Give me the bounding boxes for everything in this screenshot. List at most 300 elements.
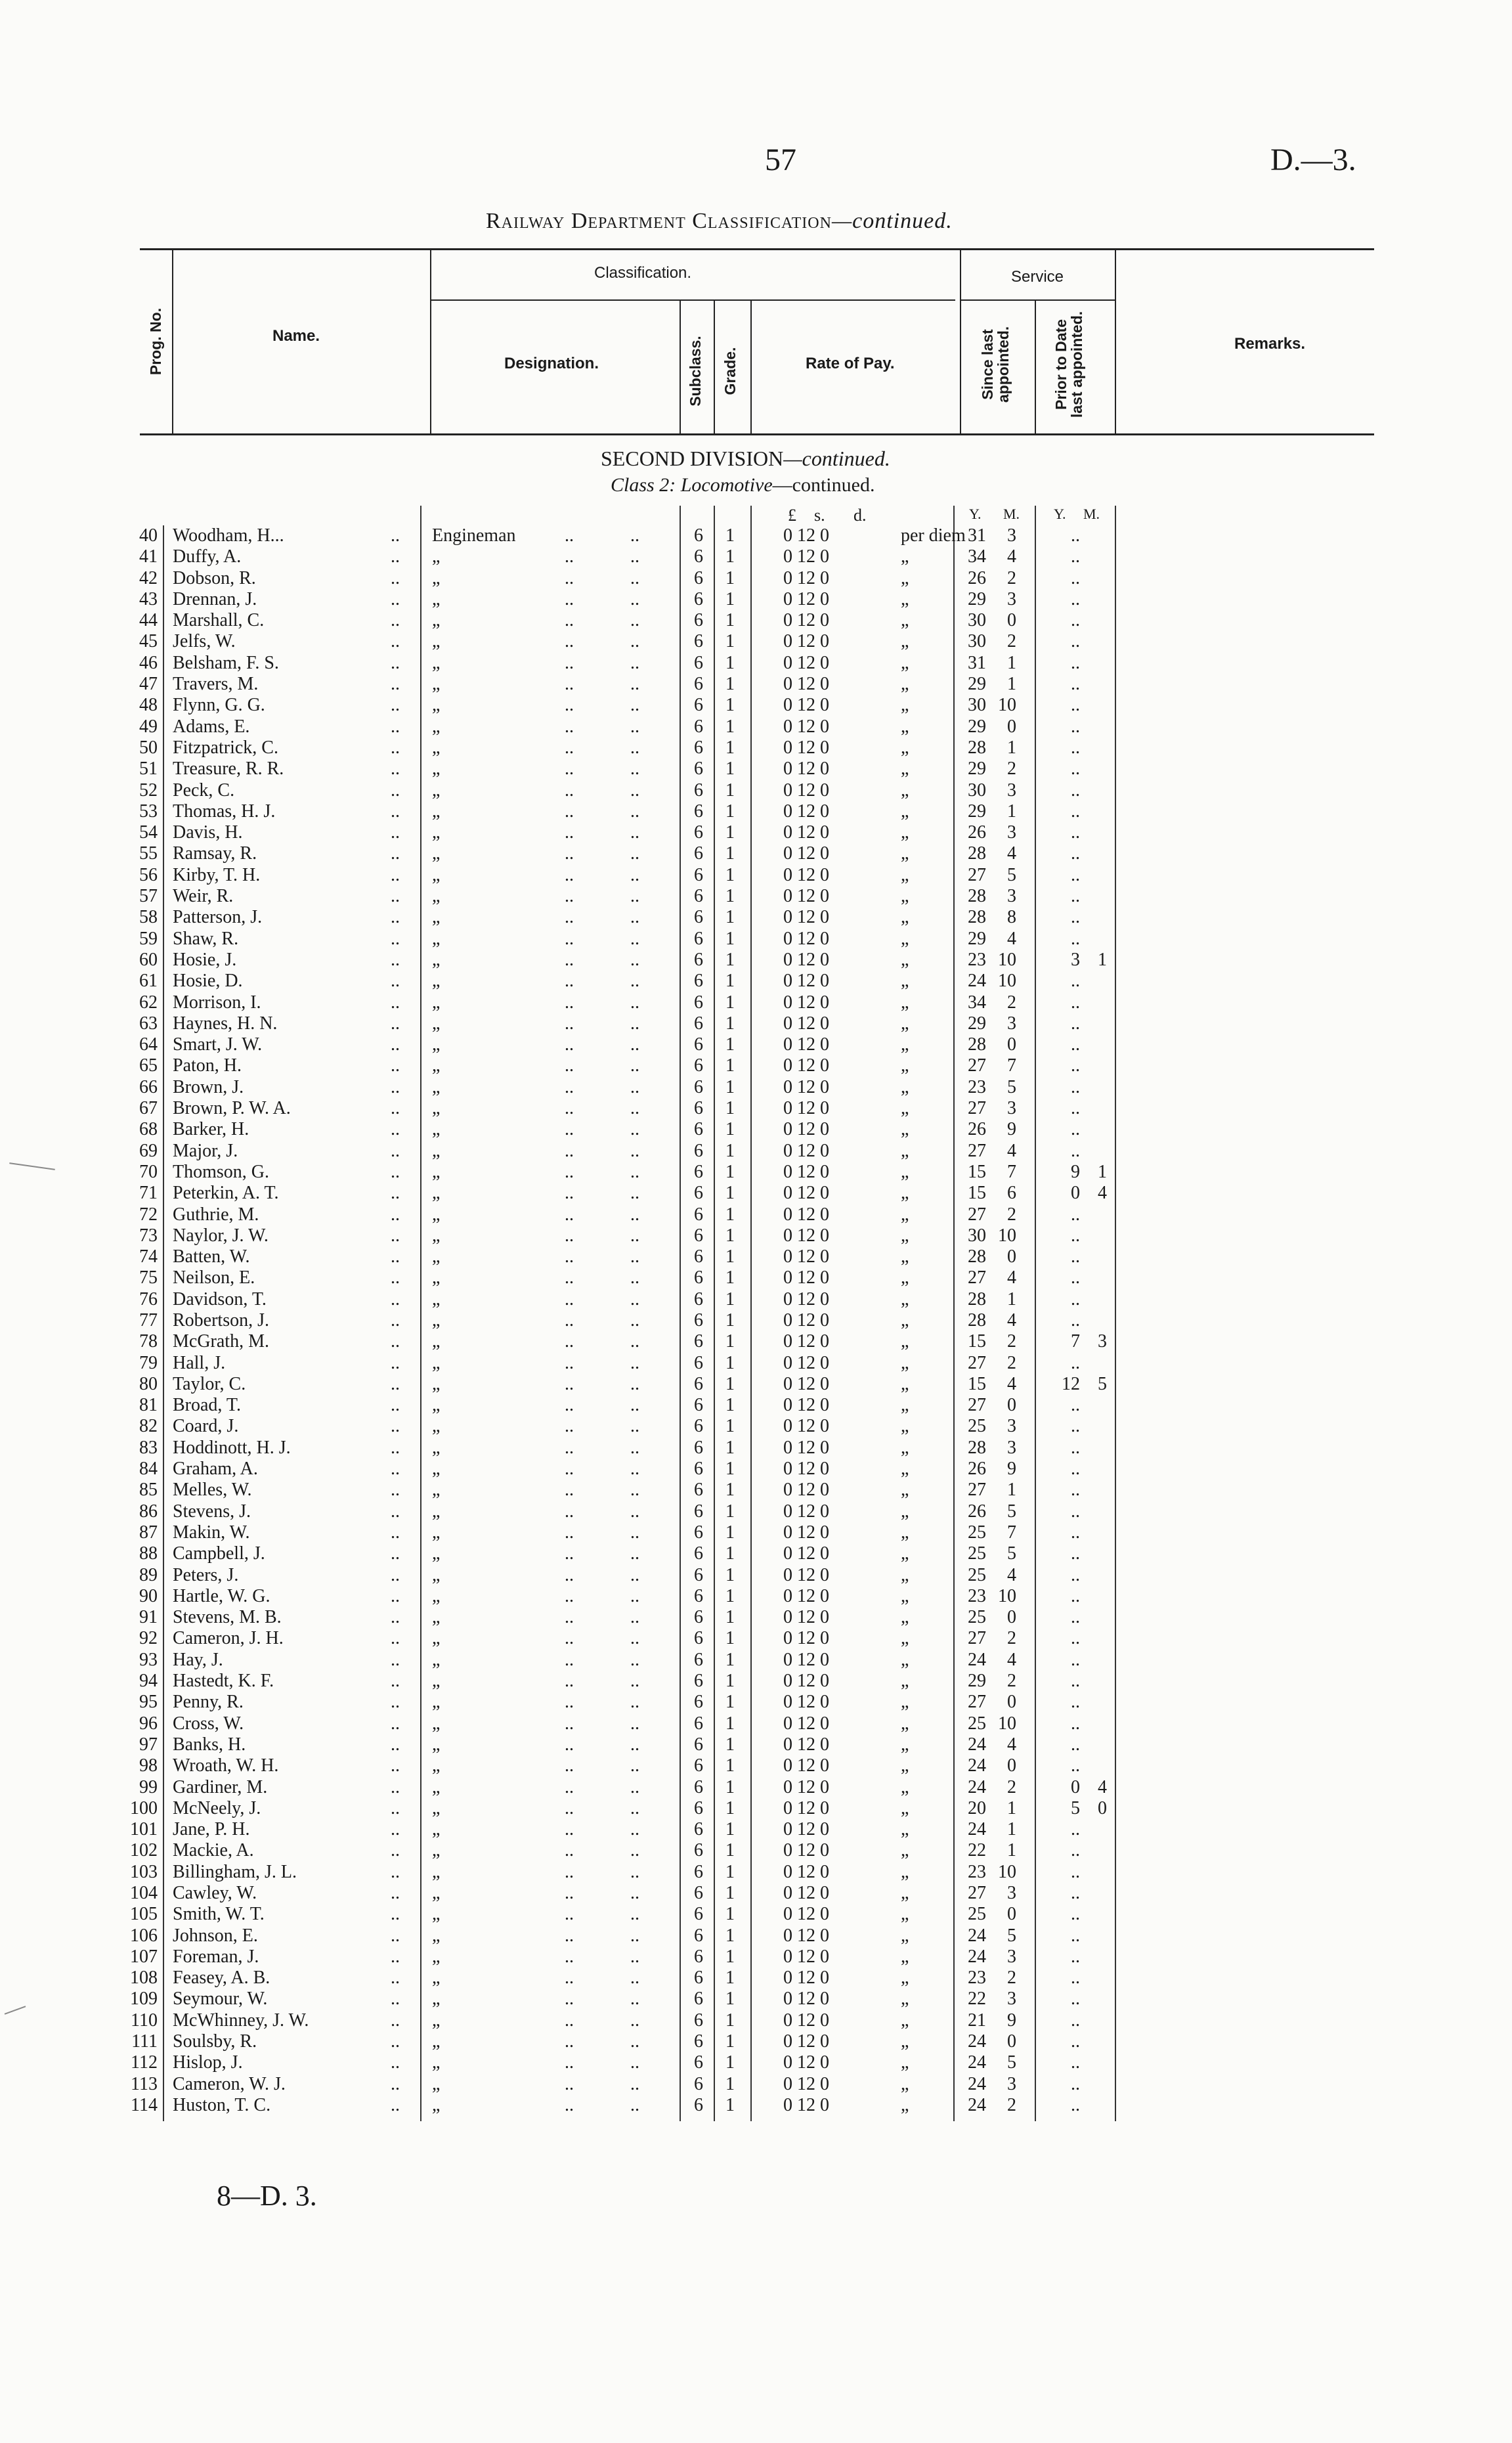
prior-years: .. [1071,843,1080,864]
prior-years: .. [1071,1204,1080,1225]
leader-dots: .. [391,1459,400,1480]
since-months: 3 [1007,1437,1016,1458]
rate-of-pay: 0 12 0 [783,1204,829,1225]
designation: „ [432,2052,441,2073]
division-name: SECOND DIVISION [601,447,784,470]
designation: „ [432,2094,441,2115]
grade: 1 [725,759,735,780]
prog-no: 106 [130,1925,158,1946]
leader-dots: .. [391,1161,400,1182]
subclass: 6 [694,567,703,588]
rate-of-pay: 0 12 0 [783,1480,829,1501]
employee-name: Hall, J. [173,1352,226,1373]
employee-name: Billingham, J. L. [173,1861,297,1882]
rate-of-pay: 0 12 0 [783,1861,829,1882]
leader-dots: .. [630,1883,639,1903]
prog-no: 69 [139,1140,158,1161]
leader-dots: .. [565,1628,574,1649]
unit-pence: d. [853,506,867,525]
table-row [0,1119,1512,1140]
grade: 1 [725,843,735,864]
pay-period: „ [901,1098,909,1119]
since-years: 27 [968,1883,986,1903]
rate-of-pay: 0 12 0 [783,1459,829,1480]
grade: 1 [725,886,735,907]
leader-dots: .. [630,695,639,716]
leader-dots: .. [565,1395,574,1416]
prior-years: 9 [1071,1161,1080,1182]
prog-no: 98 [139,1755,158,1776]
prog-no: 114 [131,2094,158,2115]
since-months: 10 [998,695,1016,716]
leader-dots: .. [630,1225,639,1246]
table-row [0,1438,1512,1459]
class-name: Locomotive [680,474,773,496]
prior-years: .. [1071,822,1080,843]
leader-dots: .. [391,1076,400,1097]
leader-dots: .. [630,1246,639,1267]
grade: 1 [725,1225,735,1246]
pay-period: „ [901,610,909,631]
employee-name: Thomas, H. J. [173,801,276,822]
table-row [0,568,1512,589]
leader-dots: .. [565,780,574,801]
pay-period: „ [901,567,909,588]
leader-dots: .. [565,1585,574,1606]
leader-dots: .. [565,716,574,737]
leader-dots: .. [565,928,574,949]
leader-dots: .. [391,1585,400,1606]
designation: „ [432,928,441,949]
pay-period: „ [901,1607,909,1628]
since-months: 4 [1007,1140,1016,1161]
leader-dots: .. [565,1416,574,1437]
service-rule [960,299,1115,301]
leader-dots: .. [630,843,639,864]
employee-name: Marshall, C. [173,610,265,631]
leader-dots: .. [630,1989,639,2010]
designation: „ [432,1140,441,1161]
subclass: 6 [694,1267,703,1288]
pay-period: „ [901,1161,909,1182]
table-row [0,759,1512,780]
leader-dots: .. [391,1225,400,1246]
employee-name: Travers, M. [173,674,259,695]
grade: 1 [725,1161,735,1182]
leader-dots: .. [565,1501,574,1522]
pay-period: „ [901,1204,909,1225]
prog-no: 71 [139,1183,158,1204]
designation: „ [432,1968,441,1989]
subclass: 6 [694,546,703,567]
employee-name: Hoddinott, H. J. [173,1437,291,1458]
grade: 1 [725,1416,735,1437]
leader-dots: .. [565,2094,574,2115]
rate-of-pay: 0 12 0 [783,992,829,1013]
pay-period: „ [901,1225,909,1246]
unit-prior-years: Y. [1054,506,1066,522]
prog-no: 43 [139,588,158,609]
pay-period: „ [901,1734,909,1755]
leader-dots: .. [391,1310,400,1331]
grade: 1 [725,1861,735,1882]
designation: „ [432,1840,441,1861]
subclass: 6 [694,759,703,780]
since-months: 4 [1007,928,1016,949]
grade: 1 [725,674,735,695]
since-months: 5 [1007,2052,1016,2073]
table-row [0,1246,1512,1267]
grade: 1 [725,1713,735,1734]
designation: „ [432,801,441,822]
leader-dots: .. [565,1904,574,1925]
class-suffix: —continued. [772,474,875,496]
designation: „ [432,1288,441,1310]
grade: 1 [725,1968,735,1989]
leader-dots: .. [565,1267,574,1288]
pay-period: „ [901,1119,909,1140]
leader-dots: .. [565,1204,574,1225]
since-months: 2 [1007,1331,1016,1352]
employee-name: Makin, W. [173,1522,250,1543]
employee-name: Cameron, J. H. [173,1628,284,1649]
grade: 1 [725,1628,735,1649]
since-years: 31 [968,652,986,673]
subclass: 6 [694,1416,703,1437]
since-months: 2 [1007,1776,1016,1797]
since-years: 27 [968,1692,986,1713]
since-months: 2 [1007,1671,1016,1692]
leader-dots: .. [630,2052,639,2073]
prior-years: 7 [1071,1331,1080,1352]
pay-period: „ [901,949,909,970]
prog-no: 74 [139,1246,158,1267]
subclass: 6 [694,1628,703,1649]
leader-dots: .. [391,1797,400,1818]
designation: „ [432,2073,441,2094]
header-top-rule [140,248,1374,250]
leader-dots: .. [630,1373,639,1394]
designation: „ [432,1437,441,1458]
leader-dots: .. [630,949,639,970]
rate-of-pay: 0 12 0 [783,1797,829,1818]
since-months: 3 [1007,1946,1016,1967]
since-years: 24 [968,1649,986,1670]
prior-years: .. [1071,1119,1080,1140]
pay-period: „ [901,1140,909,1161]
table-row [0,1947,1512,1968]
subclass: 6 [694,822,703,843]
pay-period: „ [901,801,909,822]
leader-dots: .. [565,1946,574,1967]
unit-pounds: £ [788,506,796,525]
designation: „ [432,1585,441,1606]
employee-name: Stevens, M. B. [173,1607,282,1628]
leader-dots: .. [630,1968,639,1989]
since-years: 21 [968,2010,986,2031]
prior-years: .. [1071,1734,1080,1755]
since-years: 28 [968,1246,986,1267]
since-months: 7 [1007,1522,1016,1543]
pay-period: „ [901,2073,909,2094]
subclass: 6 [694,1204,703,1225]
prior-years: .. [1071,674,1080,695]
subclass: 6 [694,1734,703,1755]
designation: „ [432,992,441,1013]
leader-dots: .. [630,928,639,949]
table-row [0,1522,1512,1543]
prog-no: 88 [139,1543,158,1564]
leader-dots: .. [630,1076,639,1097]
since-months: 2 [1007,1204,1016,1225]
since-years: 29 [968,1671,986,1692]
prior-years: .. [1071,801,1080,822]
leader-dots: .. [391,631,400,652]
prog-no: 90 [139,1585,158,1606]
leader-dots: .. [630,1416,639,1437]
employee-name: Campbell, J. [173,1543,265,1564]
leader-dots: .. [565,1373,574,1394]
designation: „ [432,695,441,716]
prog-no: 110 [131,2010,158,2031]
since-months: 0 [1007,1395,1016,1416]
header-designation: Designation. [504,355,599,372]
subclass: 6 [694,588,703,609]
leader-dots: .. [391,1883,400,1903]
since-months: 1 [1007,652,1016,673]
grade: 1 [725,1904,735,1925]
employee-name: Gardiner, M. [173,1776,268,1797]
since-months: 1 [1007,1819,1016,1840]
designation: Engineman [432,525,516,546]
since-months: 3 [1007,886,1016,907]
leader-dots: .. [630,759,639,780]
leader-dots: .. [630,801,639,822]
since-years: 25 [968,1522,986,1543]
leader-dots: .. [630,1671,639,1692]
leader-dots: .. [565,546,574,567]
rate-of-pay: 0 12 0 [783,1522,829,1543]
prior-years: .. [1071,1501,1080,1522]
leader-dots: .. [565,1437,574,1458]
prior-years: .. [1071,631,1080,652]
pay-period: „ [901,780,909,801]
table-row [0,2052,1512,2073]
since-years: 30 [968,780,986,801]
employee-name: Davis, H. [173,822,243,843]
since-months: 0 [1007,2031,1016,2052]
subclass: 6 [694,1883,703,1903]
leader-dots: .. [391,1925,400,1946]
since-months: 3 [1007,822,1016,843]
grade: 1 [725,2052,735,2073]
designation: „ [432,886,441,907]
leader-dots: .. [565,1968,574,1989]
rate-of-pay: 0 12 0 [783,907,829,928]
pay-period: „ [901,971,909,992]
leader-dots: .. [630,971,639,992]
prior-years: .. [1071,610,1080,631]
leader-dots: .. [565,1989,574,2010]
title-main: Railway Department Classification [486,209,832,233]
leader-dots: .. [391,1692,400,1713]
leader-dots: .. [565,1161,574,1182]
pay-period: „ [901,822,909,843]
subclass: 6 [694,1904,703,1925]
pay-period: „ [901,1395,909,1416]
since-years: 34 [968,546,986,567]
rate-of-pay: 0 12 0 [783,1840,829,1861]
subclass: 6 [694,1034,703,1055]
designation: „ [432,674,441,695]
leader-dots: .. [565,1288,574,1310]
leader-dots: .. [630,1522,639,1543]
grade: 1 [725,822,735,843]
leader-dots: .. [630,1776,639,1797]
unit-shillings: s. [814,506,825,525]
since-months: 4 [1007,843,1016,864]
table-row [0,801,1512,822]
since-months: 5 [1007,1543,1016,1564]
prog-no: 94 [139,1671,158,1692]
prior-years: 12 [1062,1373,1080,1394]
leader-dots: .. [391,928,400,949]
since-years: 30 [968,695,986,716]
leader-dots: .. [391,1819,400,1840]
leader-dots: .. [565,1013,574,1034]
pay-period: „ [901,1310,909,1331]
since-years: 28 [968,843,986,864]
employee-name: Shaw, R. [173,928,239,949]
header-service: Service [1011,268,1064,286]
designation: „ [432,1204,441,1225]
pay-period: „ [901,1819,909,1840]
prog-no: 91 [139,1607,158,1628]
designation: „ [432,1013,441,1034]
designation: „ [432,822,441,843]
prior-years: .. [1071,1225,1080,1246]
leader-dots: .. [630,525,639,546]
subclass: 6 [694,843,703,864]
prog-no: 47 [139,674,158,695]
leader-dots: .. [391,1734,400,1755]
table-row [0,1416,1512,1437]
rate-of-pay: 0 12 0 [783,2073,829,2094]
table-row [0,1310,1512,1331]
employee-name: McGrath, M. [173,1331,269,1352]
rate-of-pay: 0 12 0 [783,1734,829,1755]
since-months: 4 [1007,1734,1016,1755]
since-years: 22 [968,1989,986,2010]
rate-of-pay: 0 12 0 [783,652,829,673]
rate-of-pay: 0 12 0 [783,1776,829,1797]
table-row [0,1225,1512,1246]
since-months: 2 [1007,992,1016,1013]
leader-dots: .. [565,1543,574,1564]
since-months: 3 [1007,1013,1016,1034]
since-years: 25 [968,1713,986,1734]
prior-years: .. [1071,1352,1080,1373]
prog-no: 54 [139,822,158,843]
header-prior-to-date: Prior to Date last appointed. [1052,311,1085,418]
designation: „ [432,567,441,588]
grade: 1 [725,546,735,567]
since-years: 29 [968,588,986,609]
designation: „ [432,1331,441,1352]
leader-dots: .. [565,1819,574,1840]
since-years: 25 [968,1564,986,1585]
designation: „ [432,1098,441,1119]
leader-dots: .. [391,1671,400,1692]
prog-no: 44 [139,610,158,631]
employee-name: McWhinney, J. W. [173,2010,309,2031]
since-years: 29 [968,928,986,949]
designation: „ [432,716,441,737]
pay-period: „ [901,674,909,695]
leader-dots: .. [565,567,574,588]
subclass: 6 [694,1755,703,1776]
since-months: 10 [998,1585,1016,1606]
leader-dots: .. [391,695,400,716]
designation: „ [432,1373,441,1394]
grade: 1 [725,1119,735,1140]
leader-dots: .. [565,2052,574,2073]
leader-dots: .. [630,1861,639,1882]
employee-name: Melles, W. [173,1480,252,1501]
since-years: 15 [968,1183,986,1204]
table-row [0,1628,1512,1649]
division-heading [601,447,890,471]
since-months: 5 [1007,1076,1016,1097]
leader-dots: .. [630,864,639,885]
prior-years: .. [1071,1437,1080,1458]
designation: „ [432,1797,441,1818]
prior-years: .. [1071,2094,1080,2115]
grade: 1 [725,1246,735,1267]
prior-years: .. [1071,588,1080,609]
designation: „ [432,1395,441,1416]
prog-no: 51 [139,759,158,780]
designation: „ [432,546,441,567]
grade: 1 [725,801,735,822]
table-row [0,1331,1512,1352]
table-row [0,1862,1512,1883]
rate-of-pay: 0 12 0 [783,864,829,885]
prog-no: 48 [139,695,158,716]
prog-no: 65 [139,1055,158,1076]
grade: 1 [725,1098,735,1119]
leader-dots: .. [391,971,400,992]
subclass: 6 [694,1776,703,1797]
since-years: 24 [968,971,986,992]
leader-dots: .. [565,1246,574,1267]
prior-years: .. [1071,1288,1080,1310]
grade: 1 [725,907,735,928]
pay-period: „ [901,1671,909,1692]
designation: „ [432,1225,441,1246]
designation: „ [432,949,441,970]
since-years: 28 [968,1310,986,1331]
designation: „ [432,971,441,992]
prior-years: .. [1071,1989,1080,2010]
leader-dots: .. [391,1607,400,1628]
since-years: 24 [968,2094,986,2115]
rate-of-pay: 0 12 0 [783,1925,829,1946]
designation: „ [432,1819,441,1840]
leader-dots: .. [630,2094,639,2115]
since-months: 9 [1007,1459,1016,1480]
designation: „ [432,1755,441,1776]
